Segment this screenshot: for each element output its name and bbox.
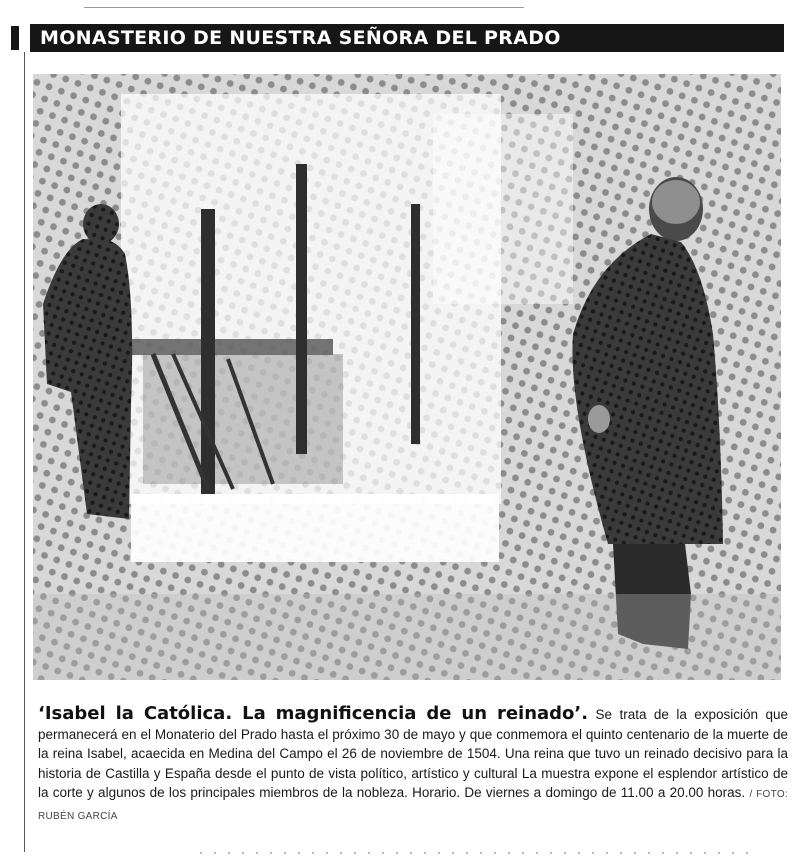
bottom-rule (200, 852, 760, 854)
photograph-exhibition-visitors-icon (33, 74, 781, 680)
section-title: MONASTERIO DE NUESTRA SEÑORA DEL PRADO (40, 27, 561, 49)
photo-caption (38, 704, 788, 827)
section-header (30, 24, 784, 52)
news-photo (33, 74, 781, 680)
top-rule (84, 7, 524, 8)
left-column-rule (24, 52, 25, 852)
caption-body: Se trata de la exposición que permanecerá en el Monaterio del Prado hasta el próximo 30 de mayo y que conmemora el quinto centenario de la muerte de la reina Isabel, acaecida en Medina del Campo el 26 de noviembre de 1504. Una reina que tuvo un reinado decisivo para la historia de Castilla y España desde el punto de vista político, artístico y cultural La muestra expone el esplendor artístico de la corte y algunos de los principales miembros de la nobleza. Horario. De viernes a domingo de 11.00 a 20.00 horas. (38, 707, 788, 801)
caption-title: ‘Isabel la Católica. La magnificencia de un reinado’. (38, 703, 589, 724)
header-tab-marker (11, 26, 19, 50)
photo-credit: / FOTO: RUBÉN GARCÍA (38, 789, 788, 822)
